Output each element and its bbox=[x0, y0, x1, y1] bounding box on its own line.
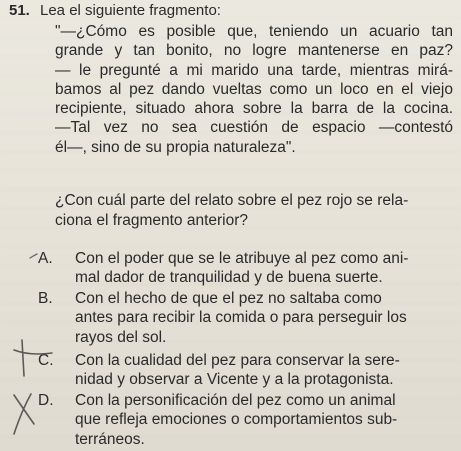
option-text bbox=[75, 391, 458, 449]
fragment-line: grande y tan bonito, no logre mantenerse en paz? bbox=[55, 42, 453, 60]
question-stem-line: ciona el fragmento anterior? bbox=[55, 211, 249, 229]
question-prompt: Lea el siguiente fragmento: bbox=[40, 2, 221, 19]
fragment-line: —Tal vez no sea cuestión de espacio —contestó bbox=[55, 119, 453, 137]
question-number: 51. bbox=[9, 2, 30, 19]
option-line: antes para recibir la comida o para perseguir los bbox=[75, 309, 407, 327]
option-letter: A. bbox=[38, 250, 53, 267]
question-stem-line: ¿Con cuál parte del relato sobre el pez rojo se rela- bbox=[55, 192, 409, 209]
fragment-line: — le pregunté a mi marido una tarde, mientras mirá- bbox=[55, 61, 453, 79]
cross-mark-d bbox=[14, 394, 34, 434]
quoted-fragment bbox=[55, 22, 453, 157]
option-line: Con la cualidad del pez para conservar la sere- bbox=[75, 352, 400, 369]
option-text bbox=[75, 289, 458, 347]
option-line: rayos del sol. bbox=[75, 328, 167, 346]
option-letter: D. bbox=[38, 392, 54, 409]
option-line: mal dador de tranquilidad y de buena suerte. bbox=[75, 269, 383, 287]
option-line: Con el hecho de que el pez no saltaba como bbox=[75, 290, 382, 307]
tick-mark-a bbox=[30, 254, 37, 258]
option-text bbox=[75, 249, 458, 288]
option-letter: B. bbox=[38, 290, 53, 307]
fragment-line: recipiente, situado ahora sobre la barra de la cocina. bbox=[55, 100, 453, 118]
option-line: que refleja emociones o comportamientos sub- bbox=[75, 411, 398, 429]
option-line: Con la personificación del pez como un animal bbox=[75, 392, 396, 409]
fragment-line: bamos al pez dando vueltas como un loco en el viejo bbox=[55, 80, 453, 98]
option-line: terráneos. bbox=[75, 430, 145, 448]
option-letter: C. bbox=[38, 352, 54, 369]
fragment-line: él—, sino de su propia naturaleza". bbox=[55, 138, 296, 156]
option-line: Con el poder que se le atribuye al pez como ani- bbox=[75, 250, 409, 267]
question-stem bbox=[55, 191, 440, 230]
fragment-line: "—¿Cómo es posible que, teniendo un acuario tan bbox=[55, 23, 453, 40]
option-line: nidad y observar a Vicente y a la protagonista. bbox=[75, 371, 394, 389]
option-text bbox=[75, 351, 458, 390]
